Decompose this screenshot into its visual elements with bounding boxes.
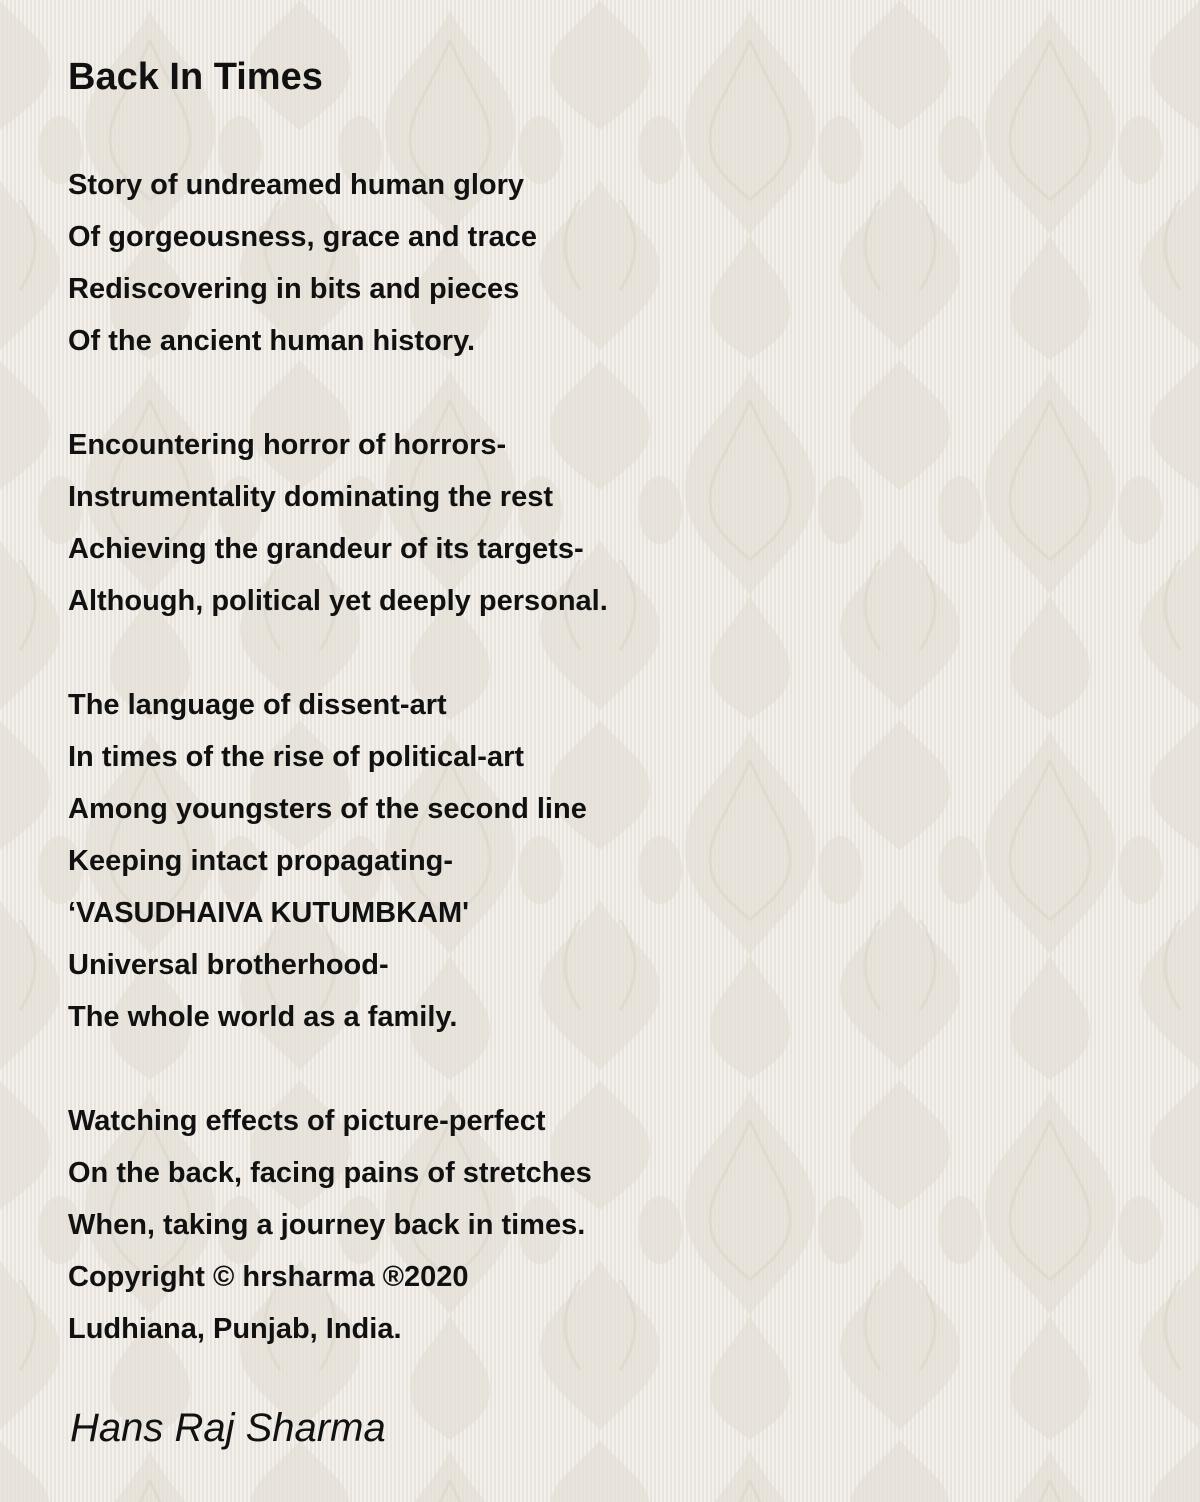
copyright-line: Copyright © hrsharma ®2020 [68, 1261, 469, 1293]
poem-line: Of the ancient human history. [68, 325, 476, 357]
location-line: Ludhiana, Punjab, India. [68, 1313, 402, 1345]
poem-line: Universal brotherhood- [68, 949, 389, 981]
poem-line: Watching effects of picture-perfect [68, 1105, 546, 1137]
poem-line: ‘VASUDHAIVA KUTUMBKAM' [68, 897, 470, 929]
poem-title: Back In Times [68, 56, 323, 98]
poem-line: Of gorgeousness, grace and trace [68, 221, 537, 253]
poem-line: Instrumentality dominating the rest [68, 481, 553, 513]
poem-line: On the back, facing pains of stretches [68, 1157, 592, 1189]
poem-line: Achieving the grandeur of its targets- [68, 533, 584, 565]
stanza [68, 1095, 1148, 1355]
poem-line: Story of undreamed human glory [68, 169, 524, 201]
poem-line: Encountering horror of horrors- [68, 429, 507, 461]
poem-line: Although, political yet deeply personal. [68, 585, 608, 617]
poem-line: In times of the rise of political-art [68, 741, 525, 773]
author-name: Hans Raj Sharma [70, 1406, 386, 1450]
stanza [68, 419, 1148, 627]
poem-line: The language of dissent-art [68, 689, 447, 721]
poem-line: The whole world as a family. [68, 1001, 458, 1033]
poem-line: Among youngsters of the second line [68, 793, 587, 825]
poem-line: When, taking a journey back in times. [68, 1209, 586, 1241]
poem-line: Rediscovering in bits and pieces [68, 273, 520, 305]
poem-container [68, 52, 1148, 1407]
stanza [68, 159, 1148, 367]
poem-line: Keeping intact propagating- [68, 845, 454, 877]
poem-body [68, 159, 1148, 1355]
stanza [68, 679, 1148, 1043]
